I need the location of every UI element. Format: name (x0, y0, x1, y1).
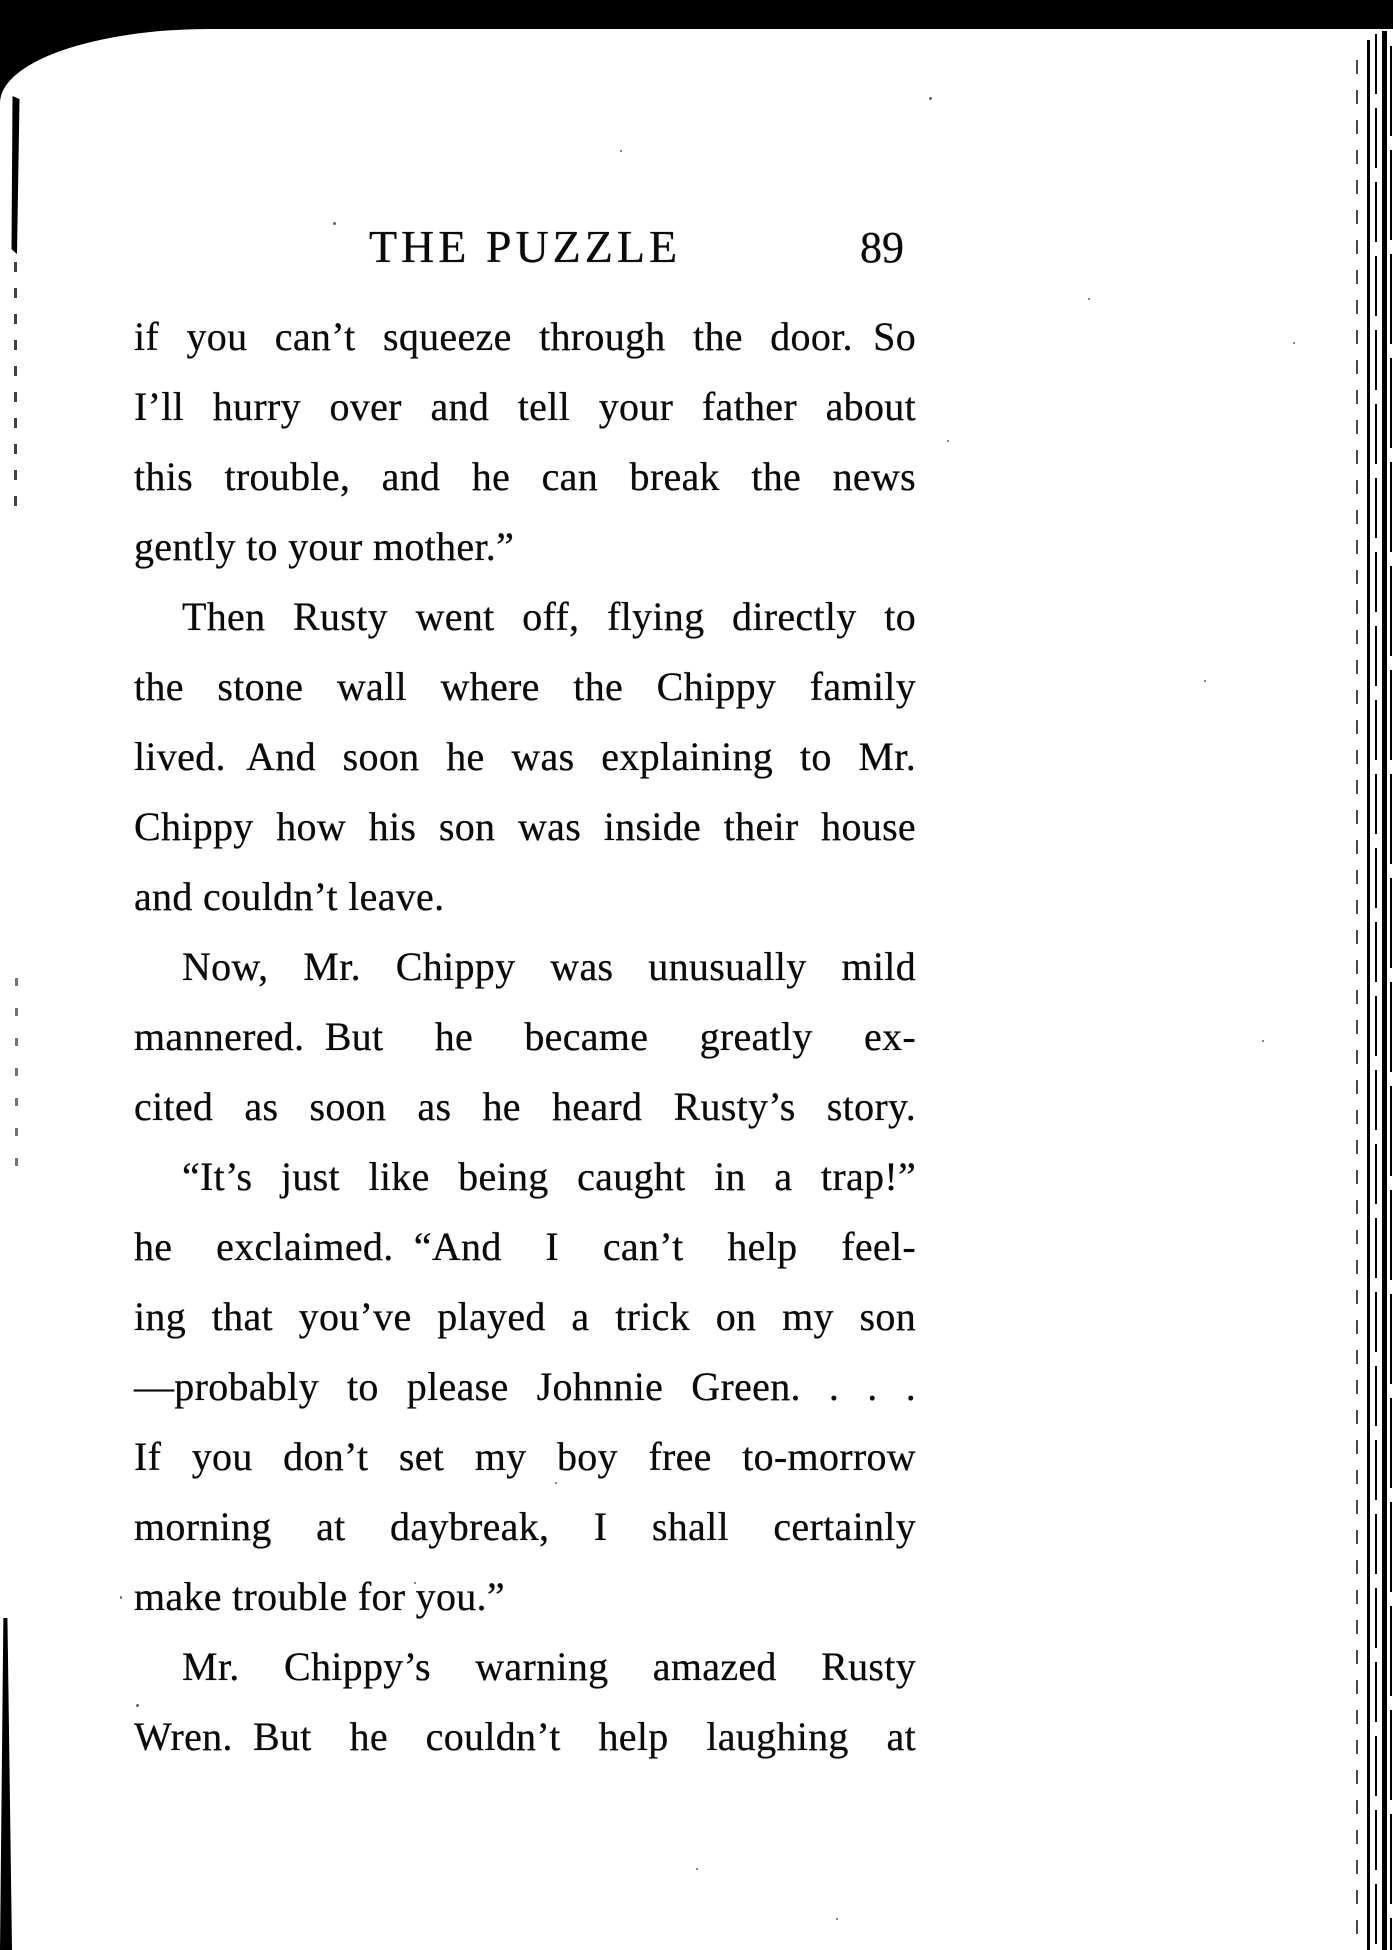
page-number: 89 (860, 223, 904, 272)
text-line: Wren. But he couldn’t help laughing at (134, 1714, 916, 1759)
text-line: “It’s just like being caught in a trap!” (182, 1154, 916, 1199)
page-edge-line (1390, 46, 1392, 1950)
text-line: this trouble, and he can break the news (134, 454, 916, 499)
page-header (134, 220, 916, 276)
left-binding-dash-faint (15, 978, 18, 1168)
left-binding-dash (14, 262, 17, 506)
page-corner-curve (0, 29, 210, 103)
scan-corner-shadow (0, 29, 210, 103)
text-line: morning at daybreak, I shall certainly (134, 1504, 916, 1549)
page-edge-line (1356, 60, 1358, 1950)
text-line: I’ll hurry over and tell your father about (134, 384, 916, 429)
text-line: Now, Mr. Chippy was unusually mild (182, 944, 916, 989)
text-line: mannered. But he became greatly ex- (134, 1014, 916, 1059)
text-line: ing that you’ve played a trick on my son (134, 1294, 916, 1339)
running-head-title: THE PUZZLE (368, 221, 682, 272)
page-edge-line (1375, 34, 1377, 1950)
text-line: —probably to please Johnnie Green. . . . (134, 1364, 916, 1409)
body-text (134, 302, 916, 1772)
text-line: and couldn’t leave. (134, 874, 445, 919)
scan-top-band (0, 0, 1393, 29)
page-edge-line (1367, 40, 1370, 1950)
text-line: Chippy how his son was inside their house (134, 804, 916, 849)
bottom-left-binding-mark (0, 1618, 12, 1950)
text-line: if you can’t squeeze through the door. So (134, 314, 916, 359)
text-line: cited as soon as he heard Rusty’s story. (134, 1084, 916, 1129)
page-edge-line (1382, 31, 1387, 1950)
text-line: make trouble for you.” (134, 1574, 505, 1619)
left-binding-mark (11, 96, 21, 254)
text-line: lived. And soon he was explaining to Mr. (134, 734, 916, 779)
text-line: the stone wall where the Chippy family (134, 664, 916, 709)
text-line: Then Rusty went off, flying directly to (182, 594, 916, 639)
text-line: If you don’t set my boy free to-morrow (134, 1434, 916, 1479)
text-line: gently to your mother.” (134, 524, 515, 569)
text-line: he exclaimed. “And I can’t help feel- (134, 1224, 916, 1269)
text-line: Mr. Chippy’s warning amazed Rusty (182, 1644, 916, 1689)
